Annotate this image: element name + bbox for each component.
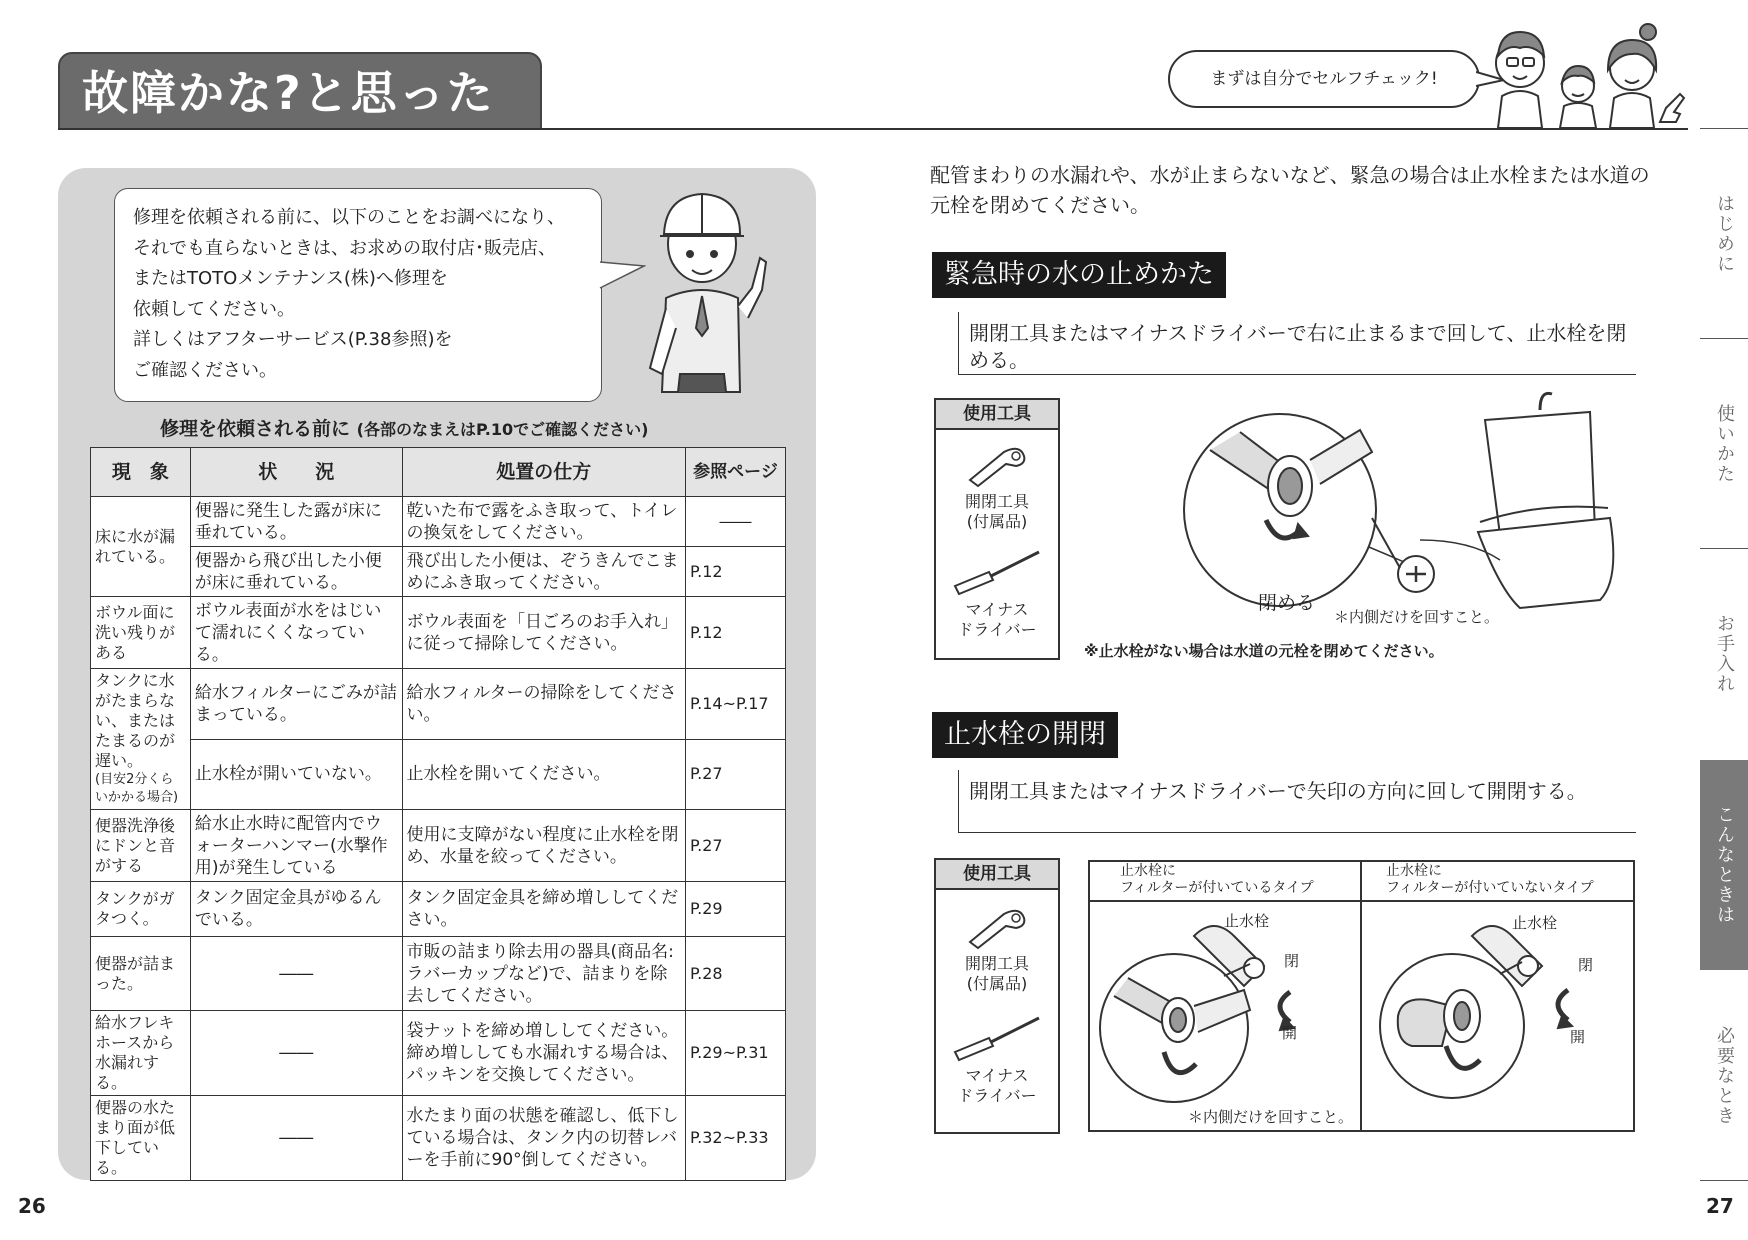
inner-only-note-2: ＊内側だけを回すこと。 [1188, 1108, 1354, 1126]
troubleshooting-table [90, 447, 786, 1181]
header-rule [58, 128, 1688, 130]
notice-line: またはTOTOメンテナンス(株)へ修理を [133, 268, 448, 289]
section-heading-emergency: 緊急時の水の止めかた [932, 252, 1226, 298]
cell-reference: P.32~P.33 [686, 1096, 786, 1181]
cell-phenomenon [91, 669, 191, 810]
page-title: 故障かな?と思った [58, 52, 542, 130]
wrench-tool-icon [964, 442, 1030, 488]
cell-phenomenon: 床に水が漏れている。 [91, 497, 191, 597]
technician-illustration-icon [640, 178, 770, 406]
main-valve-footnote: ※止水栓がない場合は水道の元栓を閉めてください。 [1084, 642, 1444, 660]
valve-without-filter-diagram-icon [1372, 906, 1634, 1126]
cell-action: タンク固定金具を締め増ししてください。 [402, 882, 685, 937]
intro-text: 配管まわりの水漏れや、水が止まらないなど、緊急の場合は止水栓または水道の元栓を閉めてください。 [930, 163, 1650, 217]
tool-screwdriver-label-2: ドライバー [957, 620, 1037, 639]
side-tab-usage[interactable]: 使いかた [1714, 404, 1735, 484]
cell-action: ボウル表面を「日ごろのお手入れ」に従って掃除してください。 [402, 597, 685, 669]
close-label: 閉める [1258, 592, 1316, 614]
phenomenon-text: タンクに水がたまらない、またはたまるのが遅い。 [95, 671, 176, 770]
table-caption-note: (各部のなまえはP.10でご確認ください) [356, 420, 649, 439]
table-header-row [91, 448, 786, 497]
tool-wrench-note: (付属品) [966, 512, 1028, 531]
header-phenomenon: 現 象 [91, 448, 191, 497]
table-row [91, 547, 786, 597]
notice-line: ご確認ください。 [133, 359, 277, 381]
side-tab-divider [1700, 128, 1748, 129]
cell-reference: P.29~P.31 [686, 1011, 786, 1096]
table-row [91, 497, 786, 547]
tools-header: 使用工具 [936, 400, 1058, 430]
cell-phenomenon: 便器の水たまり面が低下している。 [91, 1096, 191, 1181]
table-caption [160, 414, 648, 441]
cell-phenomenon: ボウル面に洗い残りがある [91, 597, 191, 669]
side-tab-divider [1700, 548, 1748, 549]
table-row [91, 810, 786, 882]
open-mark: 開 [1282, 1024, 1298, 1042]
cell-phenomenon: 便器が詰まった。 [91, 937, 191, 1011]
cell-situation: ―― [190, 937, 402, 1011]
header-action: 処置の仕方 [402, 448, 685, 497]
cell-action: 乾いた布で露をふき取って、トイレの換気をしてください。 [402, 497, 685, 547]
valve-instruction: 開閉工具またはマイナスドライバーで矢印の方向に回して開閉する。 [958, 770, 1636, 833]
cell-action: 飛び出した小便は、ぞうきんでこまめにふき取ってください。 [402, 547, 685, 597]
cell-action: 市販の詰まり除去用の器具(商品名:ラバーカップなど)で、詰まりを除去してください。 [402, 937, 685, 1011]
table-row [91, 937, 786, 1011]
side-tab-troubleshooting[interactable]: こんなときは [1700, 760, 1748, 970]
cell-situation: 給水フィルターにごみが詰まっている。 [190, 669, 402, 740]
table-row [91, 739, 786, 810]
col-with-filter-line1: 止水栓に [1120, 863, 1176, 879]
toilet-valve-diagram-icon [1180, 390, 1630, 626]
close-mark: 閉 [1284, 952, 1300, 970]
table-row [91, 1011, 786, 1096]
side-tab-divider [1700, 1180, 1748, 1181]
tool-screwdriver-label-1: マイナス [965, 600, 1029, 619]
emergency-instruction: 開閉工具またはマイナスドライバーで右に止まるまで回して、止水栓を閉める。 [958, 312, 1636, 375]
screwdriver-icon [949, 1012, 1045, 1062]
close-mark: 閉 [1578, 956, 1594, 974]
side-tab-intro[interactable]: はじめに [1714, 194, 1735, 274]
self-check-bubble: まずは自分でセルフチェック! [1168, 50, 1480, 108]
bubble-tail-icon [598, 258, 646, 298]
cell-reference: P.29 [686, 882, 786, 937]
phenomenon-note: (目安2分くらいかかる場合) [95, 772, 179, 805]
cell-reference: P.12 [686, 597, 786, 669]
col-without-filter-line2: フィルターが付いていないタイプ [1386, 880, 1594, 896]
tool-screwdriver-label-1: マイナス [965, 1066, 1029, 1085]
valve-with-filter-diagram-icon [1094, 906, 1356, 1126]
cell-situation: タンク固定金具がゆるんでいる。 [190, 882, 402, 937]
col-without-filter-title [1386, 863, 1594, 897]
page-number-right: 27 [1706, 1194, 1734, 1218]
cell-reference: P.27 [686, 739, 786, 810]
cell-reference: P.27 [686, 810, 786, 882]
tools-header: 使用工具 [936, 860, 1058, 890]
section-heading-valve: 止水栓の開閉 [932, 712, 1118, 758]
screwdriver-icon [949, 546, 1045, 596]
valve-label: 止水栓 [1512, 914, 1558, 932]
side-tab-divider [1700, 338, 1748, 339]
notice-line: 詳しくはアフターサービス(P.38参照)を [133, 329, 453, 350]
tool-screwdriver-label-2: ドライバー [957, 1086, 1037, 1105]
valve-label: 止水栓 [1224, 912, 1270, 930]
cell-reference: ―― [686, 497, 786, 547]
side-tab-care[interactable]: お手入れ [1714, 614, 1735, 694]
cell-action: 水たまり面の状態を確認し、低下している場合は、タンク内の切替レバーを手前に90°倒してください。 [402, 1096, 685, 1181]
figure-header-rule [1088, 900, 1635, 902]
header-situation: 状 況 [190, 448, 402, 497]
cell-phenomenon: 給水フレキホースから水漏れする。 [91, 1011, 191, 1096]
cell-action: 止水栓を開いてください。 [402, 739, 685, 810]
col-with-filter-title [1120, 863, 1314, 897]
cell-phenomenon: タンクがガタつく。 [91, 882, 191, 937]
cell-reference: P.12 [686, 547, 786, 597]
cell-situation: ―― [190, 1011, 402, 1096]
cell-situation: ボウル表面が水をはじいて濡れにくくなっている。 [190, 597, 402, 669]
cell-situation: ―― [190, 1096, 402, 1181]
table-row [91, 597, 786, 669]
table-caption-main: 修理を依頼される前に [160, 418, 351, 440]
cell-reference: P.14~P.17 [686, 669, 786, 740]
notice-bubble [114, 188, 602, 402]
cell-situation: 止水栓が開いていない。 [190, 739, 402, 810]
cell-action: 使用に支障がない程度に止水栓を閉め、水量を絞ってください。 [402, 810, 685, 882]
page-number-left: 26 [18, 1194, 46, 1218]
cell-situation: 便器から飛び出した小便が床に垂れている。 [190, 547, 402, 597]
table-row [91, 882, 786, 937]
col-without-filter-line1: 止水栓に [1386, 863, 1442, 879]
notice-line: それでも直らないときは、お求めの取付店･販売店、 [133, 237, 556, 259]
tool-wrench-note: (付属品) [966, 974, 1028, 993]
cell-situation: 給水止水時に配管内でウォーターハンマー(水撃作用)が発生している [190, 810, 402, 882]
tools-box-1 [934, 398, 1060, 660]
cell-action: 給水フィルターの掃除をしてください。 [402, 669, 685, 740]
cell-phenomenon: 便器洗浄後にドンと音がする [91, 810, 191, 882]
notice-line: 依頼してください。 [133, 298, 295, 320]
side-tab-when-needed[interactable]: 必要なとき [1714, 1026, 1735, 1126]
notice-line: 修理を依頼される前に、以下のことをお調べになり、 [133, 207, 565, 228]
family-illustration-icon [1480, 18, 1690, 130]
inner-only-note: ＊内側だけを回すこと。 [1334, 608, 1500, 626]
table-row [91, 669, 786, 740]
wrench-tool-icon [964, 904, 1030, 950]
cell-situation: 便器に発生した露が床に垂れている。 [190, 497, 402, 547]
header-reference: 参照ページ [686, 448, 786, 497]
cell-action: 袋ナットを締め増ししてください。締め増ししても水漏れする場合は、パッキンを交換してください。 [402, 1011, 685, 1096]
tools-box-2 [934, 858, 1060, 1134]
cell-reference: P.28 [686, 937, 786, 1011]
col-with-filter-line2: フィルターが付いているタイプ [1120, 880, 1314, 896]
open-mark: 開 [1570, 1028, 1586, 1046]
tool-wrench-label: 開閉工具 [964, 954, 1029, 973]
tool-wrench-label: 開閉工具 [964, 492, 1029, 511]
table-row [91, 1096, 786, 1181]
